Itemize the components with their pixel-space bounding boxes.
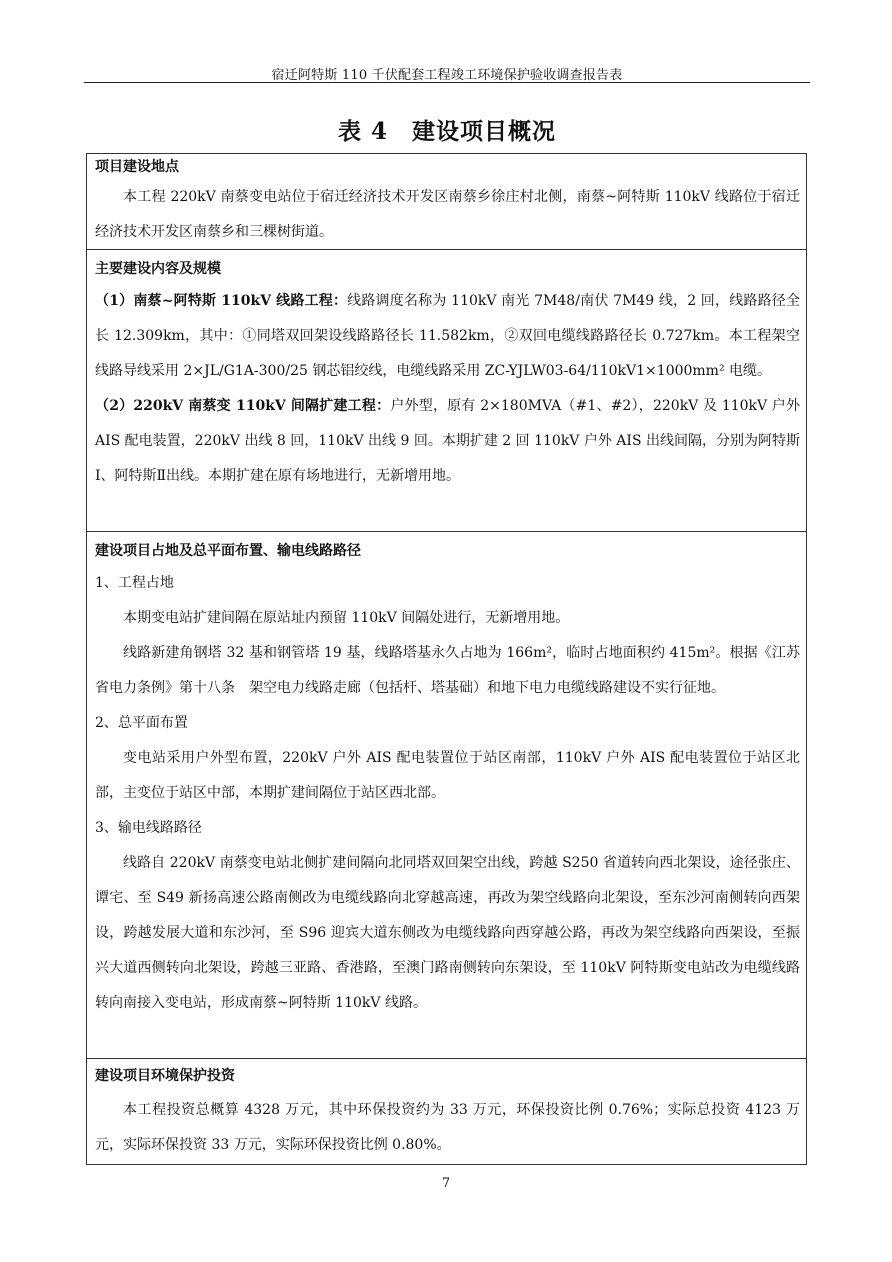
layout-sub-2: 2、总平面布置 [95, 715, 188, 731]
overview-table [86, 153, 807, 1165]
page-number: 7 [441, 1176, 451, 1191]
location-text: 本工程 220kV 南蔡变电站位于宿迁经济技术开发区南蔡乡徐庄村北侧，南蔡~阿特斯 110kV 线路位于宿迁经济技术开发区南蔡乡和三棵树街道。 [95, 189, 800, 240]
scope-item-1 [95, 284, 800, 389]
scope-section [87, 249, 806, 531]
layout-section [87, 531, 806, 1058]
layout-sub-2-para-1: 变电站采用户外型布置，220kV 户外 AIS 配电装置位于站区南部，110kV 户外 AIS 配电装置位于站区北部，主变位于站区中部，本期扩建间隔位于站区西北部。 [95, 750, 800, 801]
investment-text: 本工程投资总概算 4328 万元，其中环保投资约为 33 万元，环保投资比例 0.76%；实际总投资 4123 万元，实际环保投资 33 万元，实际环保投资比例 0.80%。 [95, 1102, 800, 1153]
layout-sub-1: 1、工程占地 [95, 575, 174, 591]
scope-item-2-head: （2）220kV 南蔡变 110kV 间隔扩建工程： [95, 398, 391, 414]
investment-title: 建设项目环境保护投资 [95, 1068, 235, 1084]
scope-item-2-body: 户外型，原有 2×180MVA（#1、#2），220kV 及 110kV 户外 AIS 配电装置，220kV 出线 8 回，110kV 出线 9 回。本期扩建 2 回 110kV 户外 AIS 出线间隔，分别为阿特斯Ⅰ、阿特斯Ⅱ出线。本期扩建在原有场地进行，无新增用地。 [95, 398, 801, 484]
scope-item-1-body: 线路调度名称为 110kV 南光 7M48/南伏 7M49 线，2 回，线路路径全长 12.309km，其中：①同塔双回架设线路路径长 11.582km，②双回电缆线路路径长 0.727km。本工程架空线路导线采用 2×JL/G1A-300/25 钢芯铝绞线，电缆线路采用 ZC-YJLW03-64/110kV1×1000mm² 电缆。 [95, 293, 800, 379]
layout-sub-1-para-2: 线路新建角钢塔 32 基和钢管塔 19 基，线路塔基永久占地为 166m²，临时占地面积约 415m²。根据《江苏省电力条例》第十八条 架空电力线路走廊（包括杆、塔基础）和地下电力电缆线路建设不实行征地。 [95, 645, 800, 696]
investment-section [87, 1058, 806, 1164]
layout-title: 建设项目占地及总平面布置、输电线路路径 [95, 543, 361, 559]
page-title: 表 4 建设项目概况 [337, 118, 556, 145]
location-title: 项目建设地点 [95, 159, 179, 175]
scope-title: 主要建设内容及规模 [95, 261, 221, 277]
header-rule [84, 82, 810, 83]
scope-item-1-head: （1）南蔡~阿特斯 110kV 线路工程： [95, 293, 348, 309]
running-header: 宿迁阿特斯 110 千伏配套工程竣工环境保护验收调查报告表 [271, 68, 623, 83]
layout-sub-1-para-1: 本期变电站扩建间隔在原站址内预留 110kV 间隔处进行，无新增用地。 [123, 610, 570, 626]
location-section [87, 154, 806, 249]
layout-sub-3: 3、输电线路路径 [95, 820, 202, 836]
layout-sub-3-para-1: 线路自 220kV 南蔡变电站北侧扩建间隔向北同塔双回架空出线，跨越 S250 省道转向西北架设，途径张庄、谭宅、至 S49 新扬高速公路南侧改为电缆线路向北穿越高速，再改为架空线路向北架设，至东沙河南侧转向西架设，跨越发展大道和东沙河，至 S96 迎宾大道东侧改为电缆线路向西穿越公路，再改为架空线路向西架设，至振兴大道西侧转向北架设，跨越三亚路、香港路，至澳门路南侧转向东架设，至 110kV 阿特斯变电站改为电缆线路转向南接入变电站，形成南蔡~阿特斯 110kV 线路。 [95, 855, 800, 1011]
scope-item-2 [95, 389, 800, 494]
